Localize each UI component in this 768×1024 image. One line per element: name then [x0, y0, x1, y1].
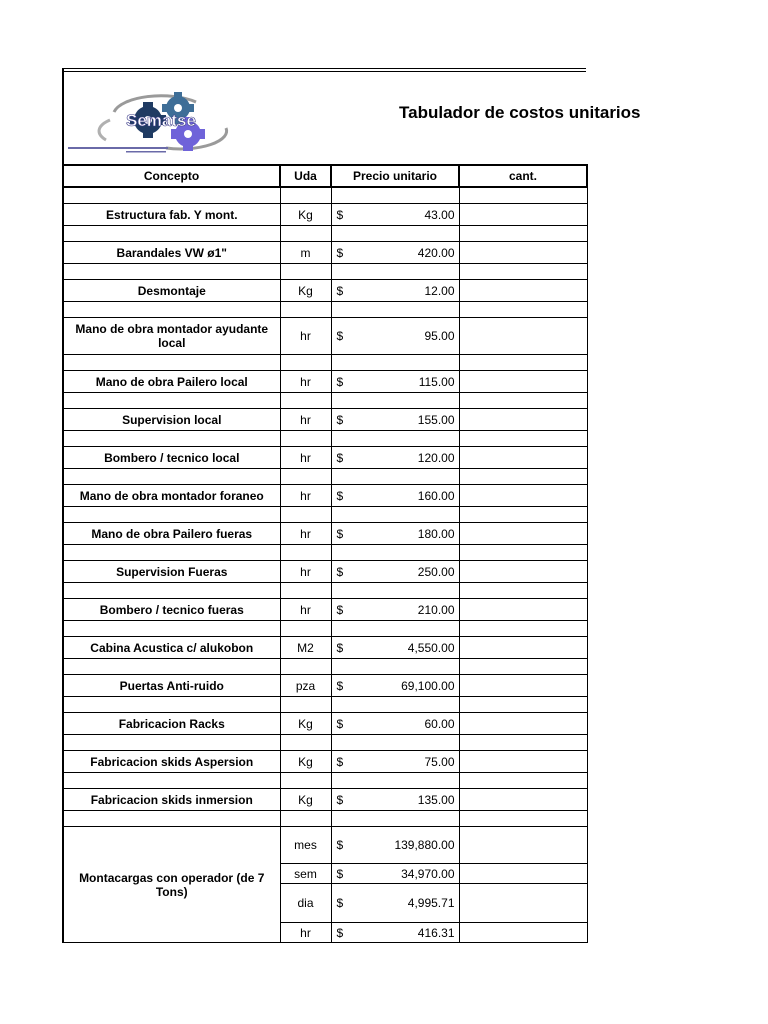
price-cell[interactable]	[331, 884, 459, 923]
price-cell[interactable]	[331, 204, 459, 226]
sheet-title: Tabulador de costos unitarios	[399, 103, 641, 122]
uda-cell[interactable]: Kg	[280, 751, 331, 773]
currency-symbol: $	[336, 602, 344, 617]
empty-cell[interactable]	[331, 187, 459, 204]
empty-cell[interactable]	[459, 735, 587, 751]
empty-cell[interactable]	[459, 226, 587, 242]
empty-cell[interactable]	[331, 811, 459, 827]
empty-cell[interactable]	[331, 355, 459, 371]
empty-cell[interactable]	[459, 431, 587, 447]
uda-cell[interactable]: hr	[280, 923, 331, 943]
empty-cell[interactable]	[280, 507, 331, 523]
concept-cell[interactable]: Bombero / tecnico fueras	[63, 599, 280, 621]
price-value: 69,100.00	[401, 678, 455, 693]
currency-symbol: $	[336, 838, 344, 852]
price-cell[interactable]	[331, 242, 459, 264]
uda-cell[interactable]: Kg	[280, 204, 331, 226]
currency-symbol: $	[336, 329, 344, 343]
cant-cell[interactable]	[459, 485, 587, 507]
empty-cell[interactable]	[459, 187, 587, 204]
empty-cell[interactable]	[280, 393, 331, 409]
uda-cell[interactable]: hr	[280, 447, 331, 469]
empty-cell[interactable]	[331, 735, 459, 751]
spacer-row	[63, 226, 587, 242]
spacer-row	[63, 393, 587, 409]
cant-cell[interactable]	[459, 884, 587, 923]
concept-cell[interactable]: Puertas Anti-ruido	[63, 675, 280, 697]
uda-cell[interactable]: M2	[280, 637, 331, 659]
price-value: 420.00	[417, 245, 455, 260]
empty-cell[interactable]	[280, 302, 331, 318]
price-cell[interactable]	[331, 751, 459, 773]
currency-symbol: $	[336, 564, 344, 579]
table-row	[63, 318, 587, 355]
gears-logo-icon	[66, 90, 236, 156]
table-row	[63, 637, 587, 659]
price-value: 139,880.00	[394, 838, 455, 852]
cant-cell[interactable]	[459, 675, 587, 697]
uda-cell[interactable]: Kg	[280, 713, 331, 735]
price-cell[interactable]	[331, 923, 459, 943]
empty-cell[interactable]	[459, 773, 587, 789]
uda-cell[interactable]: hr	[280, 561, 331, 583]
table-row	[63, 280, 587, 302]
uda-cell[interactable]: mes	[280, 827, 331, 864]
empty-cell[interactable]	[280, 583, 331, 599]
price-value: 43.00	[424, 207, 455, 222]
empty-cell[interactable]	[459, 583, 587, 599]
price-value: 160.00	[417, 488, 455, 503]
price-value: 4,995.71	[407, 896, 455, 910]
table-row	[63, 561, 587, 583]
table-row	[63, 242, 587, 264]
spacer-row	[63, 773, 587, 789]
price-value: 95.00	[424, 329, 455, 343]
price-value: 155.00	[417, 412, 455, 427]
cant-cell[interactable]	[459, 409, 587, 431]
currency-symbol: $	[336, 678, 344, 693]
uda-cell[interactable]: hr	[280, 485, 331, 507]
empty-cell[interactable]	[459, 302, 587, 318]
empty-cell[interactable]	[459, 545, 587, 561]
price-cell[interactable]	[331, 485, 459, 507]
concept-cell[interactable]: Supervision Fueras	[63, 561, 280, 583]
currency-symbol: $	[336, 792, 344, 807]
empty-cell[interactable]	[280, 811, 331, 827]
spacer-row	[63, 431, 587, 447]
concept-cell[interactable]: Bombero / tecnico local	[63, 447, 280, 469]
table-row	[63, 599, 587, 621]
empty-cell[interactable]	[459, 355, 587, 371]
uda-cell[interactable]: hr	[280, 599, 331, 621]
empty-cell[interactable]	[331, 469, 459, 485]
empty-cell[interactable]	[63, 264, 280, 280]
empty-cell[interactable]	[63, 431, 280, 447]
logo-text: Sematse	[126, 111, 196, 130]
empty-cell[interactable]	[331, 302, 459, 318]
spacer-row	[63, 621, 587, 637]
concept-cell[interactable]: Supervision local	[63, 409, 280, 431]
price-cell[interactable]	[331, 523, 459, 545]
price-cell[interactable]	[331, 637, 459, 659]
empty-cell[interactable]	[63, 545, 280, 561]
top-border	[62, 68, 586, 69]
currency-symbol: $	[336, 207, 344, 222]
empty-cell[interactable]	[280, 545, 331, 561]
empty-cell[interactable]	[459, 621, 587, 637]
cant-cell[interactable]	[459, 204, 587, 226]
empty-cell[interactable]	[459, 469, 587, 485]
cant-cell[interactable]	[459, 827, 587, 864]
empty-cell[interactable]	[459, 811, 587, 827]
concept-cell[interactable]: Mano de obra Pailero fueras	[63, 523, 280, 545]
empty-cell[interactable]	[331, 545, 459, 561]
empty-cell[interactable]	[280, 773, 331, 789]
currency-symbol: $	[336, 488, 344, 503]
concept-cell[interactable]: Barandales VW ø1"	[63, 242, 280, 264]
empty-cell[interactable]	[63, 697, 280, 713]
header-cant: cant.	[459, 165, 587, 187]
uda-cell[interactable]: Kg	[280, 280, 331, 302]
empty-cell[interactable]	[63, 735, 280, 751]
header-row	[63, 165, 587, 187]
uda-cell[interactable]: hr	[280, 318, 331, 355]
spacer-row	[63, 697, 587, 713]
uda-cell[interactable]: Kg	[280, 789, 331, 811]
currency-symbol: $	[336, 526, 344, 541]
empty-cell[interactable]	[63, 773, 280, 789]
price-cell[interactable]	[331, 864, 459, 884]
spacer-row	[63, 302, 587, 318]
empty-cell[interactable]	[459, 697, 587, 713]
empty-cell[interactable]	[280, 226, 331, 242]
empty-cell[interactable]	[63, 187, 280, 204]
uda-cell[interactable]: m	[280, 242, 331, 264]
currency-symbol: $	[336, 866, 344, 881]
currency-symbol: $	[336, 896, 344, 910]
concept-cell[interactable]: Fabricacion Racks	[63, 713, 280, 735]
currency-symbol: $	[336, 450, 344, 465]
spacer-row	[63, 659, 587, 675]
cant-cell[interactable]	[459, 523, 587, 545]
price-value: 180.00	[417, 526, 455, 541]
spacer-row	[63, 583, 587, 599]
header-concept: Concepto	[63, 165, 280, 187]
empty-cell[interactable]	[280, 621, 331, 637]
spacer-row	[63, 507, 587, 523]
spacer-row	[63, 735, 587, 751]
empty-cell[interactable]	[331, 659, 459, 675]
concept-cell[interactable]: Cabina Acustica c/ alukobon	[63, 637, 280, 659]
price-value: 120.00	[417, 450, 455, 465]
empty-cell[interactable]	[63, 355, 280, 371]
cant-cell[interactable]	[459, 242, 587, 264]
empty-cell[interactable]	[459, 659, 587, 675]
currency-symbol: $	[336, 716, 344, 731]
empty-cell[interactable]	[331, 773, 459, 789]
empty-cell[interactable]	[63, 621, 280, 637]
currency-symbol: $	[336, 283, 344, 298]
table-row	[63, 485, 587, 507]
price-cell[interactable]	[331, 447, 459, 469]
empty-cell[interactable]	[331, 507, 459, 523]
cant-cell[interactable]	[459, 447, 587, 469]
table-row	[63, 447, 587, 469]
concept-cell[interactable]: Fabricacion skids Aspersion	[63, 751, 280, 773]
price-cell[interactable]	[331, 561, 459, 583]
table-row	[63, 675, 587, 697]
spacer-row	[63, 545, 587, 561]
spacer-row	[63, 811, 587, 827]
price-cell[interactable]	[331, 827, 459, 864]
concept-cell[interactable]: Fabricacion skids inmersion	[63, 789, 280, 811]
empty-cell[interactable]	[63, 811, 280, 827]
empty-cell[interactable]	[280, 431, 331, 447]
cant-cell[interactable]	[459, 371, 587, 393]
empty-cell[interactable]	[280, 187, 331, 204]
price-value: 12.00	[424, 283, 455, 298]
price-cell[interactable]	[331, 409, 459, 431]
empty-cell[interactable]	[331, 583, 459, 599]
empty-cell[interactable]	[331, 393, 459, 409]
uda-cell[interactable]: sem	[280, 864, 331, 884]
empty-cell[interactable]	[63, 302, 280, 318]
uda-cell[interactable]: hr	[280, 523, 331, 545]
table-row	[63, 751, 587, 773]
uda-cell[interactable]: dia	[280, 884, 331, 923]
price-value: 75.00	[424, 754, 455, 769]
cant-cell[interactable]	[459, 561, 587, 583]
empty-cell[interactable]	[280, 659, 331, 675]
cost-table	[62, 164, 588, 943]
table-row	[63, 827, 587, 864]
price-cell[interactable]	[331, 280, 459, 302]
table-row	[63, 371, 587, 393]
spreadsheet	[62, 68, 641, 940]
empty-cell[interactable]	[459, 393, 587, 409]
cant-cell[interactable]	[459, 318, 587, 355]
price-cell[interactable]	[331, 318, 459, 355]
cant-cell[interactable]	[459, 789, 587, 811]
table-row	[63, 204, 587, 226]
price-value: 210.00	[417, 602, 455, 617]
currency-symbol: $	[336, 412, 344, 427]
empty-cell[interactable]	[459, 507, 587, 523]
concept-cell[interactable]: Estructura fab. Y mont.	[63, 204, 280, 226]
cant-cell[interactable]	[459, 864, 587, 884]
empty-cell[interactable]	[331, 697, 459, 713]
table-row	[63, 409, 587, 431]
header-price: Precio unitario	[331, 165, 459, 187]
empty-cell[interactable]	[63, 659, 280, 675]
header-uda: Uda	[280, 165, 331, 187]
price-cell[interactable]	[331, 599, 459, 621]
empty-cell[interactable]	[331, 621, 459, 637]
cant-cell[interactable]	[459, 599, 587, 621]
empty-cell[interactable]	[331, 431, 459, 447]
empty-cell[interactable]	[63, 393, 280, 409]
uda-cell[interactable]: hr	[280, 409, 331, 431]
price-value: 250.00	[417, 564, 455, 579]
concept-cell[interactable]: Montacargas con operador (de 7 Tons)	[63, 827, 280, 943]
cant-cell[interactable]	[459, 713, 587, 735]
cant-cell[interactable]	[459, 751, 587, 773]
currency-symbol: $	[336, 245, 344, 260]
empty-cell[interactable]	[280, 355, 331, 371]
currency-symbol: $	[336, 640, 344, 655]
table-body	[63, 187, 587, 943]
concept-cell[interactable]: Mano de obra Pailero local	[63, 371, 280, 393]
spacer-row	[63, 469, 587, 485]
concept-cell[interactable]: Desmontaje	[63, 280, 280, 302]
cant-cell[interactable]	[459, 637, 587, 659]
price-value: 135.00	[417, 792, 455, 807]
price-value: 34,970.00	[401, 866, 455, 881]
currency-symbol: $	[336, 754, 344, 769]
concept-cell[interactable]: Mano de obra montador ayudante local	[63, 318, 280, 355]
empty-cell[interactable]	[63, 226, 280, 242]
empty-cell[interactable]	[331, 264, 459, 280]
cant-cell[interactable]	[459, 280, 587, 302]
table-row	[63, 713, 587, 735]
empty-cell[interactable]	[63, 507, 280, 523]
concept-cell[interactable]: Mano de obra montador foraneo	[63, 485, 280, 507]
empty-cell[interactable]	[331, 226, 459, 242]
spacer-row	[63, 264, 587, 280]
spacer-row	[63, 187, 587, 204]
price-cell[interactable]	[331, 675, 459, 697]
top-border-inner	[62, 71, 586, 72]
header-left-border	[62, 68, 64, 164]
price-cell[interactable]	[331, 371, 459, 393]
empty-cell[interactable]	[63, 583, 280, 599]
price-value: 4,550.00	[407, 640, 455, 655]
price-value: 60.00	[424, 716, 455, 731]
table-row	[63, 789, 587, 811]
currency-symbol: $	[336, 374, 344, 389]
currency-symbol: $	[336, 925, 344, 940]
uda-cell[interactable]: hr	[280, 371, 331, 393]
empty-cell[interactable]	[280, 264, 331, 280]
empty-cell[interactable]	[459, 264, 587, 280]
spacer-row	[63, 355, 587, 371]
price-cell[interactable]	[331, 789, 459, 811]
cant-cell[interactable]	[459, 923, 587, 943]
empty-cell[interactable]	[63, 469, 280, 485]
empty-cell[interactable]	[280, 697, 331, 713]
price-value: 416.31	[417, 925, 455, 940]
empty-cell[interactable]	[280, 735, 331, 751]
price-cell[interactable]	[331, 713, 459, 735]
uda-cell[interactable]: pza	[280, 675, 331, 697]
table-row	[63, 523, 587, 545]
empty-cell[interactable]	[280, 469, 331, 485]
price-value: 115.00	[418, 374, 455, 389]
